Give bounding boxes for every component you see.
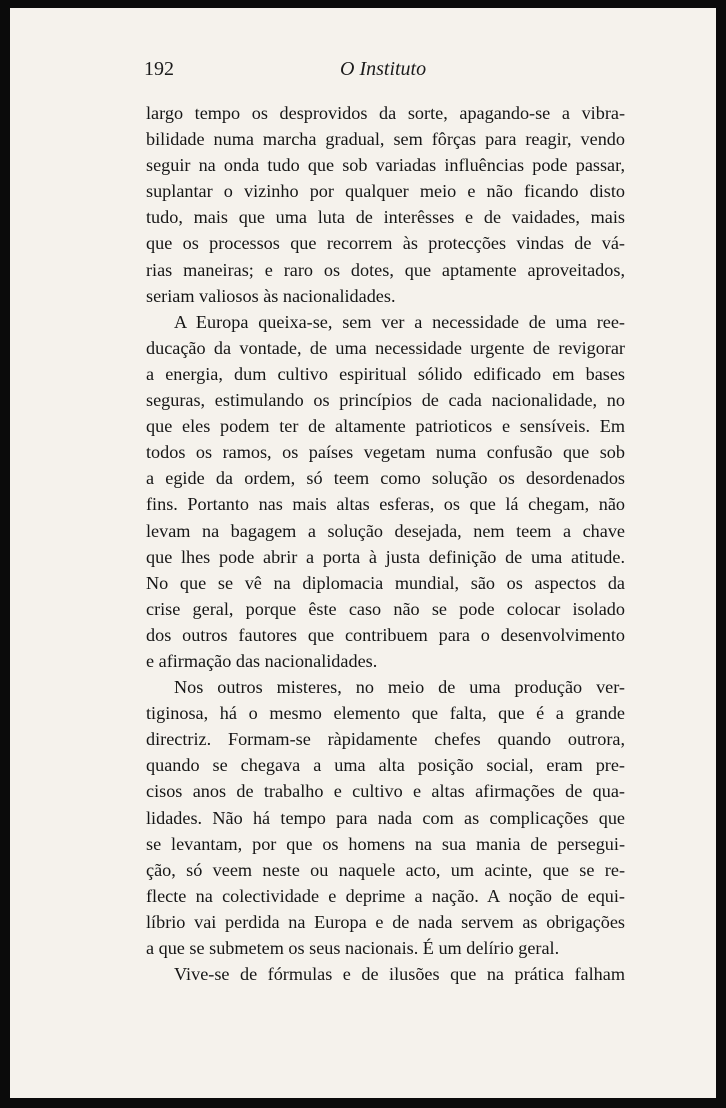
text-line: todos os ramos, os países vegetam numa confusão que sob — [146, 442, 625, 463]
text-line: ção, só veem neste ou naquele acto, um acinte, que se re- — [146, 859, 625, 880]
text-line: a egide da ordem, só teem como solução os desordenados — [146, 468, 625, 489]
text-line: líbrio vai perdida na Europa e de nada servem as obrigações — [146, 911, 625, 932]
text-line: que os processos que recorrem às protecções vindas de vá- — [146, 233, 625, 254]
paragraph-start-line: Vive-se de fórmulas e de ilusões que na prática falham — [174, 964, 625, 985]
text-line: que eles podem ter de altamente patrioticos e sensíveis. Em — [146, 416, 625, 437]
text-line: dos outros fautores que contribuem para o desenvolvimento — [146, 624, 625, 645]
text-line: cisos anos de trabalho e cultivo e altas afirmações de qua- — [146, 781, 625, 802]
text-line: fins. Portanto nas mais altas esferas, os que lá chegam, não — [146, 494, 625, 515]
text-line: largo tempo os desprovidos da sorte, apagando-se a vibra- — [146, 103, 625, 123]
text-line: a que se submetem os seus nacionais. É um delírio geral. — [146, 938, 560, 958]
running-title: O Instituto — [340, 58, 427, 80]
text-line: que lhes pode abrir a porta à justa definição de uma atitude. — [146, 546, 625, 567]
text-line: seriam valiosos às nacionalidades. — [146, 285, 396, 306]
text-line: crise geral, porque êste caso não se pode colocar isolado — [146, 598, 625, 619]
text-line: suplantar o vizinho por qualquer meio e não ficando disto — [146, 181, 625, 202]
text-line: quando se chegava a uma alta posição social, eram pre- — [146, 755, 625, 776]
page-number: 192 — [144, 58, 174, 80]
text-line: seguir na onda tudo que sob variadas influências pode passar, — [146, 155, 625, 176]
text-line: No que se vê na diplomacia mundial, são os aspectos da — [146, 572, 625, 593]
text-line: tudo, mais que uma luta de interêsses e de vaidades, mais — [146, 207, 625, 228]
text-line: tiginosa, há o mesmo elemento que falta, que é a grande — [146, 703, 625, 724]
text-line: se levantam, por que os homens na sua mania de persegui- — [146, 833, 625, 854]
text-line: bilidade numa marcha gradual, sem fôrças para reagir, vendo — [146, 129, 625, 150]
text-line: ducação da vontade, de uma necessidade urgente de revigorar — [146, 337, 625, 358]
body-text — [146, 100, 625, 987]
text-line: rias maneiras; e raro os dotes, que aptamente aproveitados, — [146, 259, 625, 280]
text-line: seguras, estimulando os princípios de cada nacionalidade, no — [146, 390, 625, 411]
page-header — [144, 58, 626, 88]
text-line: e afirmação das nacionalidades. — [146, 650, 378, 671]
text-line: directriz. Formam-se ràpidamente chefes quando outrora, — [146, 729, 625, 750]
text-line: flecte na colectividade e deprime a nação. A noção de equi- — [146, 885, 625, 906]
text-line: lidades. Não há tempo para nada com as complicações que — [146, 807, 625, 828]
text-line: a energia, dum cultivo espiritual sólido edificado em bases — [146, 363, 625, 384]
paragraph-start-line: Nos outros misteres, no meio de uma produção ver- — [174, 677, 625, 698]
text-line: levam na bagagem a solução desejada, nem teem a chave — [146, 520, 625, 541]
book-page — [10, 8, 716, 1098]
paragraph-start-line: A Europa queixa-se, sem ver a necessidade de uma ree- — [174, 311, 625, 332]
